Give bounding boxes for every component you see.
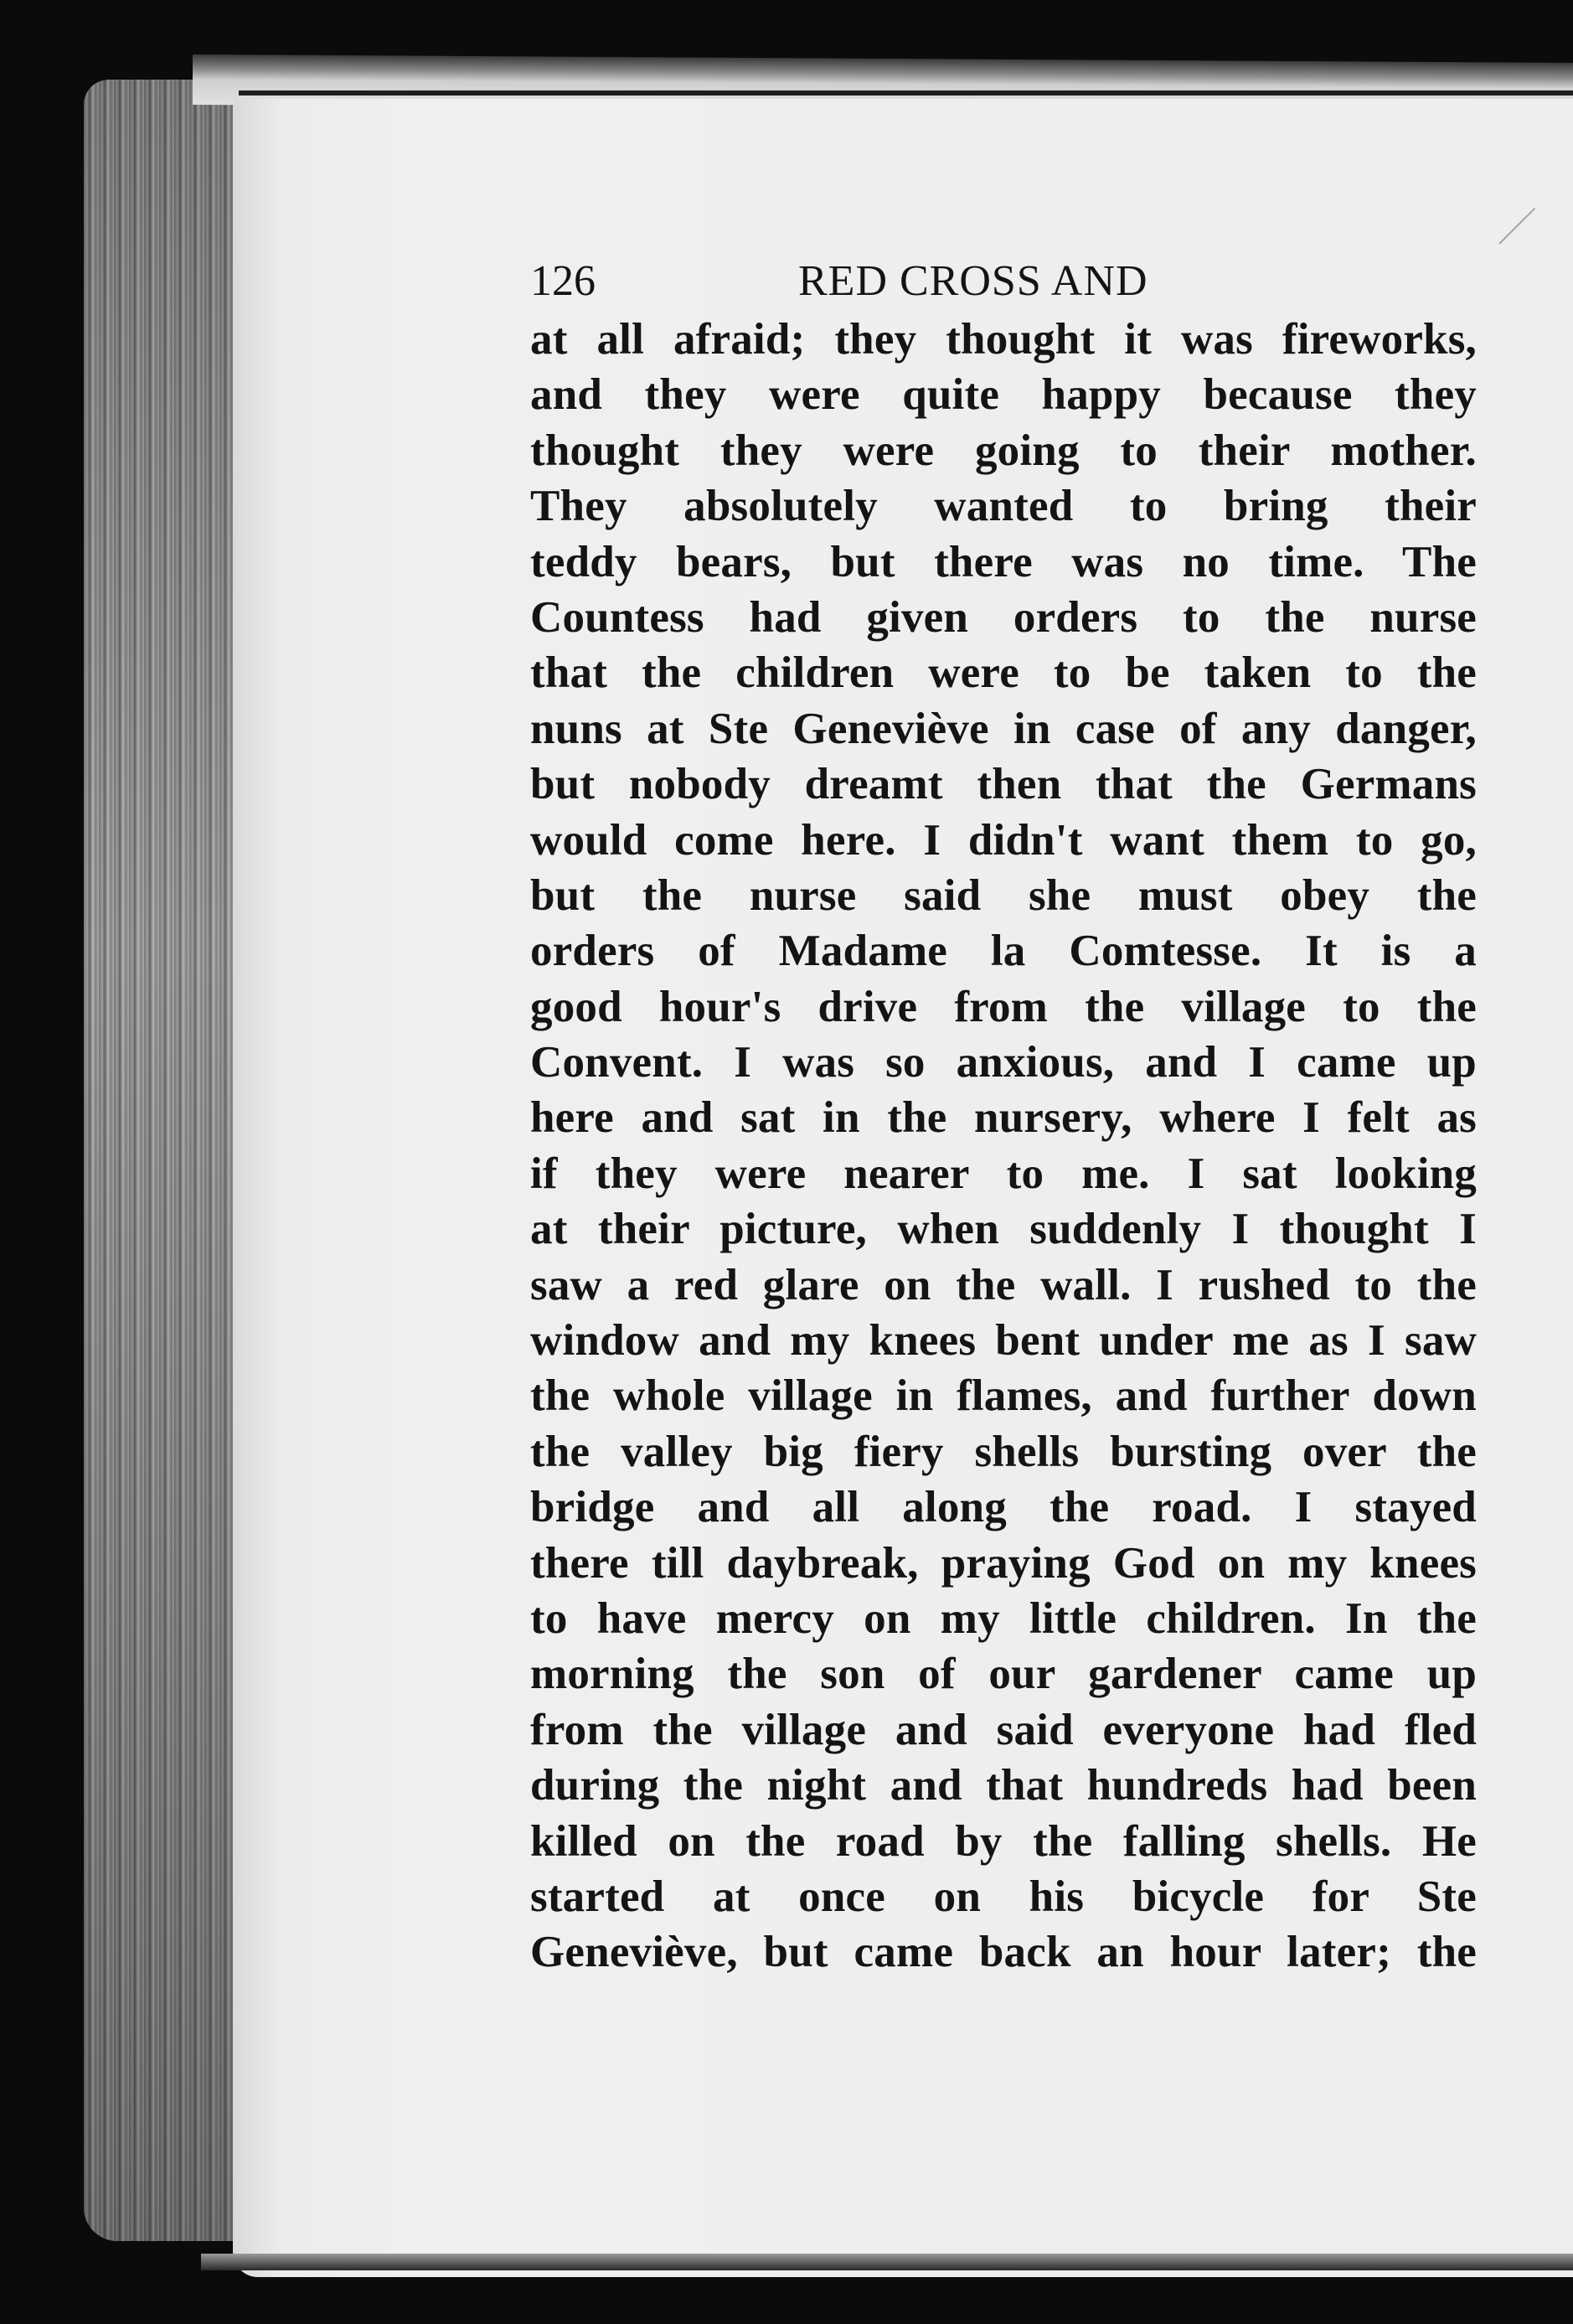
page-stack-edges [84,80,255,2241]
text-line: Geneviève, but came back an hour later; the [530,1928,1477,1977]
text-line: saw a red glare on the wall. I rushed to the [530,1260,1477,1309]
text-line: and they were quite happy because they [530,370,1477,420]
text-line: orders of Madame la Comtesse. It is a [530,927,1477,976]
text-line: here and sat in the nursery, where I felt as [530,1093,1477,1143]
text-line: at all afraid; they thought it was fireworks, [530,315,1477,364]
text-line: good hour's drive from the village to the [530,982,1477,1031]
body-text [530,312,1477,1981]
text-line: the whole village in flames, and further down [530,1371,1477,1421]
text-line: killed on the road by the falling shells. He [530,1816,1477,1866]
text-line: that the children were to be taken to the [530,648,1477,698]
page-bottom-edge [201,2254,1573,2270]
text-line: bridge and all along the road. I stayed [530,1483,1477,1532]
text-line: thought they were going to their mother. [530,426,1477,475]
text-line: started at once on his bicycle for Ste [530,1872,1477,1921]
text-line: there till daybreak, praying God on my knees [530,1538,1477,1588]
text-line: They absolutely wanted to bring their [530,482,1477,531]
running-head-title: RED CROSS AND [798,257,1148,305]
text-line: would come here. I didn't want them to go, [530,815,1477,865]
top-rule [239,90,1573,96]
text-block [530,251,1477,1981]
text-line: at their picture, when suddenly I thought I [530,1205,1477,1254]
text-line: Convent. I was so anxious, and I came up [530,1038,1477,1087]
text-line: morning the son of our gardener came up [530,1650,1477,1699]
text-line: if they were nearer to me. I sat looking [530,1149,1477,1198]
text-line: to have mercy on my little children. In the [530,1593,1477,1643]
text-line: but nobody dreamt then that the Germans [530,760,1477,809]
text-line: window and my knees bent under me as I saw [530,1316,1477,1366]
running-head [530,251,1477,312]
text-line: the valley big fiery shells bursting over the [530,1427,1477,1476]
text-line: but the nurse said she must obey the [530,870,1477,920]
text-line: from the village and said everyone had fled [530,1705,1477,1754]
text-line: teddy bears, but there was no time. The [530,537,1477,586]
page-number: 126 [530,257,596,305]
text-line: nuns at Ste Geneviève in case of any danger, [530,704,1477,753]
text-line: during the night and that hundreds had been [530,1761,1477,1810]
text-line: Countess had given orders to the nurse [530,592,1477,642]
